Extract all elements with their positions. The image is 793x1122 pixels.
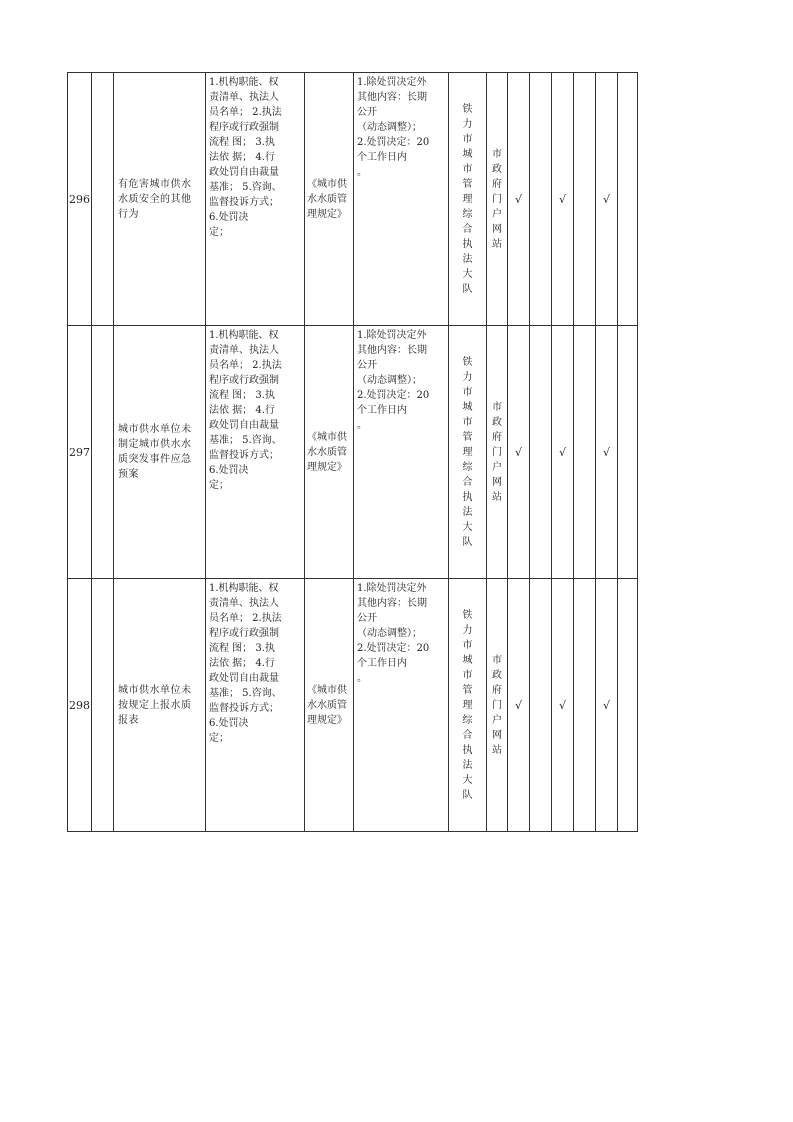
content-line: 流程 图； 3.执 [209,137,275,148]
check-mark [618,326,638,579]
limit-line: 公开 [357,360,377,371]
spacer-cell [92,326,114,579]
limit-line: 个工作日内 [357,152,407,163]
table-row [68,326,638,579]
limit-line: 个工作日内 [357,658,407,669]
agency [449,326,487,579]
content-line: 定； [209,733,229,744]
content-line: 监督投诉方式； [209,450,279,461]
check-mark [530,326,552,579]
limit-line: （动态调整）； [357,122,422,133]
check-mark: √ [508,326,530,579]
content-line: 程序或行政强制 [209,375,279,386]
check-mark [574,326,596,579]
content-line: 定； [209,480,229,491]
check-mark: √ [596,326,618,579]
table-row [68,73,638,326]
content-line: 1.机构职能、权 [209,330,279,341]
check-mark: √ [552,579,574,832]
content-line: 政处罚自由裁量 [209,167,279,178]
content-line: 政处罚自由裁量 [209,420,279,431]
disclosure-time-limit [354,73,449,326]
check-mark [530,73,552,326]
agency-text: 铁力市城市管理综合执法大队 [462,356,473,548]
disclosure-time-limit [354,326,449,579]
check-mark: √ [596,579,618,832]
limit-line: 。 [357,673,367,684]
agency [449,579,487,832]
channel [487,73,508,326]
content-line: 6.处罚决 [209,465,249,476]
limit-line: 1.除处罚决定外 [357,330,427,341]
disclosure-content [206,326,305,579]
row-number: 298 [68,579,92,832]
content-line: 6.处罚决 [209,212,249,223]
content-line: 基准； 5.咨询、 [209,435,282,446]
check-mark [574,579,596,832]
check-mark [618,579,638,832]
content-line: 1.机构职能、权 [209,583,279,594]
check-mark: √ [508,73,530,326]
limit-line: 1.除处罚决定外 [357,583,427,594]
limit-line: 其他内容：长期 [357,92,427,103]
limit-line: 2.处罚决定：20 [357,643,430,654]
row-number: 296 [68,73,92,326]
content-line: 定； [209,227,229,238]
disclosure-content [206,73,305,326]
channel-text: 市政府门户网站 [492,148,502,250]
content-line: 法依 据； 4.行 [209,405,275,416]
limit-line: 公开 [357,613,377,624]
disclosure-content [206,579,305,832]
legal-basis: 《城市供水水质管理规定》 [305,73,354,326]
content-line: 监督投诉方式； [209,197,279,208]
legal-basis: 《城市供水水质管理规定》 [305,579,354,832]
limit-line: （动态调整）； [357,375,422,386]
content-line: 基准； 5.咨询、 [209,688,282,699]
disclosure-time-limit [354,579,449,832]
item-name: 有危害城市供水水质安全的其他行为 [114,73,206,326]
limit-line: 2.处罚决定：20 [357,390,430,401]
limit-line: （动态调整）； [357,628,422,639]
check-mark [574,73,596,326]
limit-line: 个工作日内 [357,405,407,416]
channel [487,579,508,832]
check-mark: √ [552,326,574,579]
content-line: 监督投诉方式； [209,703,279,714]
limit-line: 其他内容：长期 [357,598,427,609]
check-mark: √ [508,579,530,832]
content-line: 法依 据； 4.行 [209,658,275,669]
limit-line: 其他内容：长期 [357,345,427,356]
spacer-cell [92,579,114,832]
check-mark [530,579,552,832]
table-row [68,579,638,832]
agency-text: 铁力市城市管理综合执法大队 [462,609,473,801]
item-name: 城市供水单位未制定城市供水水质突发事件应急预案 [114,326,206,579]
content-line: 程序或行政强制 [209,628,279,639]
channel-text: 市政府门户网站 [492,654,502,756]
content-line: 政处罚自由裁量 [209,673,279,684]
row-number: 297 [68,326,92,579]
content-line: 流程 图； 3.执 [209,390,275,401]
content-line: 6.处罚决 [209,718,249,729]
content-line: 程序或行政强制 [209,122,279,133]
content-line: 员名单； 2.执法 [209,613,282,624]
content-line: 员名单； 2.执法 [209,360,282,371]
channel [487,326,508,579]
limit-line: 1.除处罚决定外 [357,77,427,88]
content-line: 责清单、执法人 [209,92,279,103]
item-name: 城市供水单位未按规定上报水质报表 [114,579,206,832]
check-mark [618,73,638,326]
content-line: 基准； 5.咨询、 [209,182,282,193]
spacer-cell [92,73,114,326]
content-line: 员名单； 2.执法 [209,107,282,118]
agency [449,73,487,326]
content-line: 责清单、执法人 [209,598,279,609]
limit-line: 。 [357,420,367,431]
limit-line: 2.处罚决定：20 [357,137,430,148]
content-line: 1.机构职能、权 [209,77,279,88]
disclosure-table [67,72,638,832]
limit-line: 。 [357,167,367,178]
content-line: 责清单、执法人 [209,345,279,356]
agency-text: 铁力市城市管理综合执法大队 [462,103,473,295]
check-mark: √ [596,73,618,326]
limit-line: 公开 [357,107,377,118]
content-line: 流程 图； 3.执 [209,643,275,654]
check-mark: √ [552,73,574,326]
legal-basis: 《城市供水水质管理规定》 [305,326,354,579]
channel-text: 市政府门户网站 [492,401,502,503]
content-line: 法依 据； 4.行 [209,152,275,163]
